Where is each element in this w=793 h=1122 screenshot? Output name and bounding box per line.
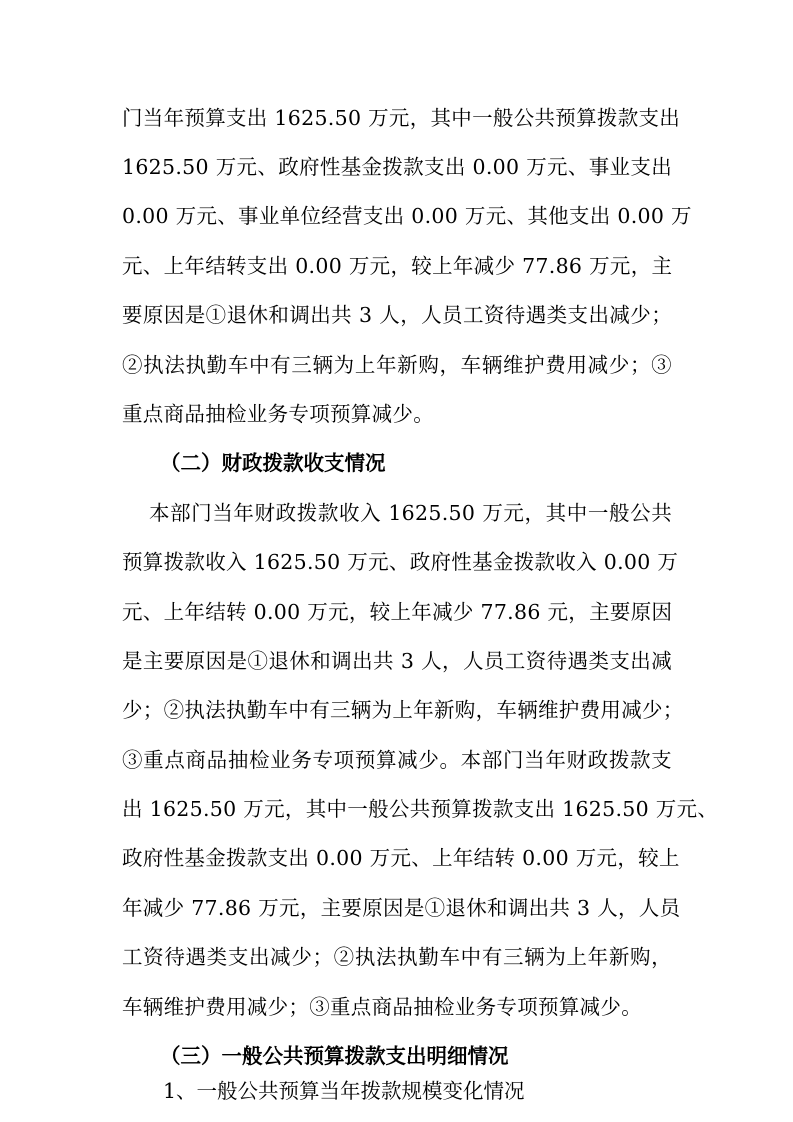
paragraph-line: 少；②执法执勤车中有三辆为上年新购，车辆维护费用减少； — [122, 698, 684, 722]
paragraph-line: 车辆维护费用减少；③重点商品抽检业务专项预算减少。 — [122, 995, 642, 1019]
paragraph-line: 重点商品抽检业务专项预算减少。 — [122, 402, 434, 426]
paragraph-line: 1625.50 万元、政府性基金拨款支出 0.00 万元、事业支出 — [122, 155, 672, 179]
paragraph-line: 0.00 万元、事业单位经营支出 0.00 万元、其他支出 0.00 万 — [122, 204, 692, 228]
paragraph-line: 元、上年结转支出 0.00 万元，较上年减少 77.86 万元，主 — [122, 254, 673, 278]
paragraph-line: 元、上年结转 0.00 万元，较上年减少 77.86 元，主要原因 — [122, 600, 673, 624]
paragraph-line: ②执法执勤车中有三辆为上年新购，车辆维护费用减少；③ — [122, 353, 672, 377]
section-heading: （三）一般公共预算拨款支出明细情况 — [160, 1044, 509, 1068]
paragraph-line: 年减少 77.86 万元，主要原因是①退休和调出共 3 人，人员 — [122, 896, 681, 920]
paragraph-line: ③重点商品抽检业务专项预算减少。本部门当年财政拨款支 — [122, 748, 672, 772]
paragraph-line: 预算拨款收入 1625.50 万元、政府性基金拨款收入 0.00 万 — [122, 550, 679, 574]
paragraph-line: 是主要原因是①退休和调出共 3 人，人员工资待遇类支出减 — [122, 649, 672, 673]
paragraph-line: 要原因是①退休和调出共 3 人，人员工资待遇类支出减少； — [122, 303, 672, 327]
paragraph-line: 工资待遇类支出减少；②执法执勤车中有三辆为上年新购， — [122, 945, 672, 969]
section-heading: （二）财政拨款收支情况 — [160, 451, 386, 475]
paragraph-line: 政府性基金拨款支出 0.00 万元、上年结转 0.00 万元，较上 — [122, 846, 680, 870]
paragraph-line: 出 1625.50 万元，其中一般公共预算拨款支出 1625.50 万元、 — [122, 797, 719, 821]
paragraph-line: 本部门当年财政拨款收入 1625.50 万元，其中一般公共 — [149, 501, 672, 525]
paragraph-line: 门当年预算支出 1625.50 万元，其中一般公共预算拨款支出 — [122, 106, 681, 130]
subsection-heading: 1、一般公共预算当年拨款规模变化情况 — [163, 1079, 525, 1103]
